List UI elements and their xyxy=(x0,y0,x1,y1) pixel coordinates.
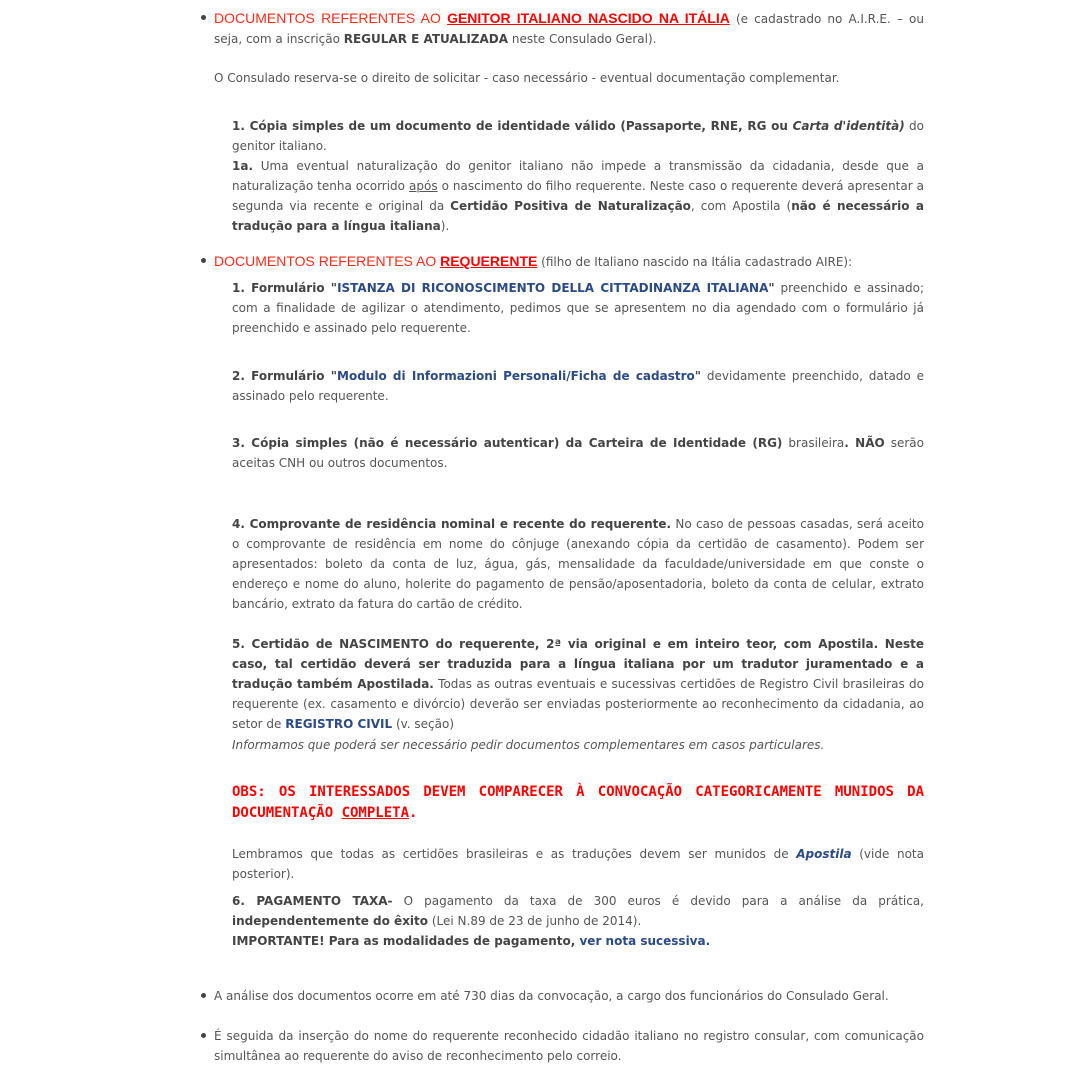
bullet-analise xyxy=(201,993,206,998)
analise-text: A análise dos documentos ocorre em até 730 dias da convocação, a cargo dos funcionários do Consulado Geral. xyxy=(214,989,889,1003)
apostila-note: Lembramos que todas as certidões brasileiras e as traduções devem ser munidos de Apostila (vide nota posterior). xyxy=(232,847,924,881)
requerente-item-2: 2. Formulário "Modulo di Informazioni Personali/Ficha de cadastro" devidamente preenchido, datado e assinado pelo requerente. xyxy=(232,369,924,403)
insercao-text: É seguida da inserção do nome do requerente reconhecido cidadão italiano no registro consular, com comunicação simultânea ao requerente do aviso de reconhecimento pelo correio. xyxy=(214,1029,924,1063)
modulo-informazioni-link[interactable]: Modulo di Informazioni Personali/Ficha de cadastro xyxy=(337,369,695,383)
ver-nota-link[interactable]: ver nota sucessiva. xyxy=(579,934,711,948)
registro-civil-link[interactable]: REGISTRO CIVIL xyxy=(285,717,393,731)
genitor-item-1a: 1a. Uma eventual naturalização do genitor italiano não impede a transmissão da cidadania, desde que a naturalização tenha ocorrido após o nascimento do filho requerente. Neste caso o requerente deverá apresentar a segunda via recente e original da Certidão Positiva de Naturalização, com Apostila (não é necessário a tradução para a língua italiana). xyxy=(232,159,925,233)
genitor-item-1: 1. Cópia simples de um documento de identidade válido (Passaporte, RNE, RG ou Carta d'identità) do genitor italiano. xyxy=(232,119,925,153)
bullet-genitor xyxy=(201,15,206,20)
requerente-item-5: 5. Certidão de NASCIMENTO do requerente, 2ª via original e em inteiro teor, com Apostila. Neste caso, tal certidão deverá ser traduzida para a língua italiana por um tradutor juramentado e a tradução também Apostilada. Todas as outras eventuais e sucessivas certidões de Registro Civil brasileiras do requerente (ex. casamento e divórcio) deverão ser enviadas posteriormente ao reconhecimento da cidadania, ao setor de REGISTRO CIVIL (v. seção) xyxy=(232,637,924,731)
istanza-link[interactable]: ISTANZA DI RICONOSCIMENTO DELLA CITTADINANZA ITALIANA xyxy=(337,281,769,295)
genitor-heading: DOCUMENTOS REFERENTES AO GENITOR ITALIANO NASCIDO NA ITÁLIA (e cadastrado no A.I.R.E. – ou seja, com a inscrição REGULAR E ATUALIZADA neste Consulado Geral). xyxy=(214,10,924,46)
bullet-requerente xyxy=(201,258,206,263)
importante-note: IMPORTANTE! Para as modalidades de pagamento, ver nota sucessiva. xyxy=(232,934,711,948)
requerente-item-1: 1. Formulário "ISTANZA DI RICONOSCIMENTO DELLA CITTADINANZA ITALIANA" preenchido e assinado; com a finalidade de agilizar o atendimento, pedimos que se apresentem no dia agendado com o formulário já preenchido e assinado pelo requerente. xyxy=(232,281,924,335)
genitor-highlight: GENITOR ITALIANO NASCIDO NA ITÁLIA xyxy=(447,10,730,26)
obs-warning: OBS: OS INTERESSADOS DEVEM COMPARECER À CONVOCAÇÃO CATEGORICAMENTE MUNIDOS DA DOCUMENTAÇÃO COMPLETA. xyxy=(232,784,924,821)
consulado-note: O Consulado reserva-se o direito de solicitar - caso necessário - eventual documentação complementar. xyxy=(214,71,840,85)
bullet-insercao xyxy=(201,1033,206,1038)
requerente-heading: DOCUMENTOS REFERENTES AO REQUERENTE (filho de Italiano nascido na Itália cadastrado AIRE): xyxy=(214,253,853,269)
requerente-item-4: 4. Comprovante de residência nominal e recente do requerente. No caso de pessoas casadas, será aceito o comprovante de residência em nome do cônjuge (anexando cópia da certidão de casamento). Podem ser apresentados: boleto da conta de luz, água, gás, mensalidade da faculdade/universidade em que conste o endereço e nome do aluno, holerite do pagamento de pensão/aposentadoria, boleto da conta de celular, extrato bancário, extrato da fatura do cartão de crédito. xyxy=(232,517,924,611)
requerente-item-3: 3. Cópia simples (não é necessário autenticar) da Carteira de Identidade (RG) brasileira. NÃO serão aceitas CNH ou outros documentos. xyxy=(232,436,924,470)
requerente-highlight: REQUERENTE xyxy=(440,253,538,269)
apostila-link[interactable]: Apostila xyxy=(796,847,852,861)
requerente-item-6: 6. PAGAMENTO TAXA- O pagamento da taxa de 300 euros é devido para a análise da prática, independentemente do êxito (Lei N.89 de 23 de junho de 2014). xyxy=(232,894,924,928)
info-note: Informamos que poderá ser necessário pedir documentos complementares em casos particulares. xyxy=(232,738,825,752)
